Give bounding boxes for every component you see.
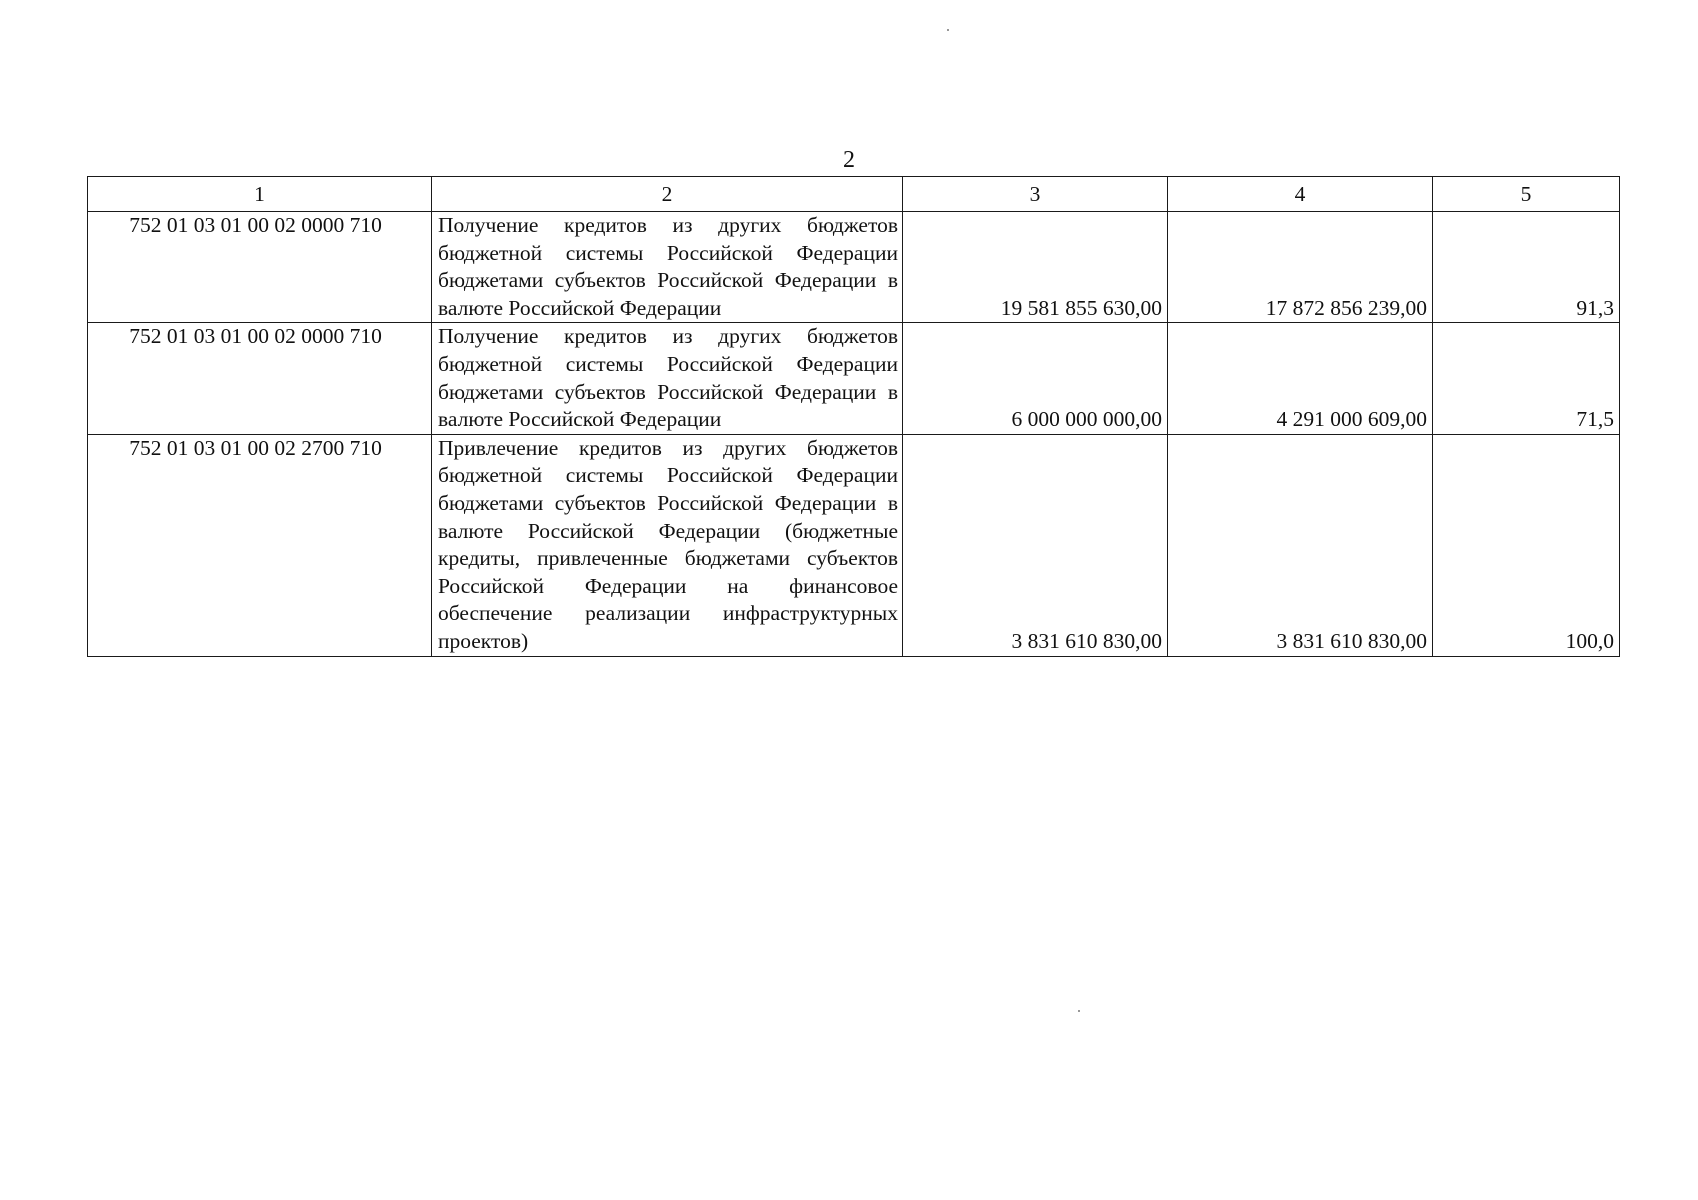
item-name-cell: Привлечение кредитов из других бюджетов бюджетной системы Российской Федерации бюджетами субъектов Российской Федерации в валюте Российской Федерации (бюджетные кредиты, привлеченные бюджетами субъектов Российской Федерации на финансовое обеспечение реализации инфраструктурных проектов) [432,434,903,656]
table-row [88,434,1620,656]
column-3-value: 19 581 855 630,00 [903,212,1168,323]
budget-code-cell: 752 01 03 01 00 02 0000 710 [88,323,432,434]
column-3-value: 6 000 000 000,00 [903,323,1168,434]
column-header-5: 5 [1433,177,1620,212]
column-4-value: 3 831 610 830,00 [1168,434,1433,656]
budget-table [87,176,1620,657]
column-5-value: 100,0 [1433,434,1620,656]
column-3-value: 3 831 610 830,00 [903,434,1168,656]
scan-speck [1078,1010,1080,1012]
column-4-value: 4 291 000 609,00 [1168,323,1433,434]
column-header-1: 1 [88,177,432,212]
budget-code-cell: 752 01 03 01 00 02 0000 710 [88,212,432,323]
table-header-row [88,177,1620,212]
budget-code-cell: 752 01 03 01 00 02 2700 710 [88,434,432,656]
column-5-value: 91,3 [1433,212,1620,323]
column-header-4: 4 [1168,177,1433,212]
table-row [88,212,1620,323]
column-5-value: 71,5 [1433,323,1620,434]
page-number: 2 [843,147,855,173]
item-name-cell: Получение кредитов из других бюджетов бюджетной системы Российской Федерации бюджетами субъектов Российской Федерации в валюте Российской Федерации [432,323,903,434]
column-header-2: 2 [432,177,903,212]
column-4-value: 17 872 856 239,00 [1168,212,1433,323]
scan-speck [947,29,949,31]
item-name-cell: Получение кредитов из других бюджетов бюджетной системы Российской Федерации бюджетами субъектов Российской Федерации в валюте Российской Федерации [432,212,903,323]
column-header-3: 3 [903,177,1168,212]
table-row [88,323,1620,434]
